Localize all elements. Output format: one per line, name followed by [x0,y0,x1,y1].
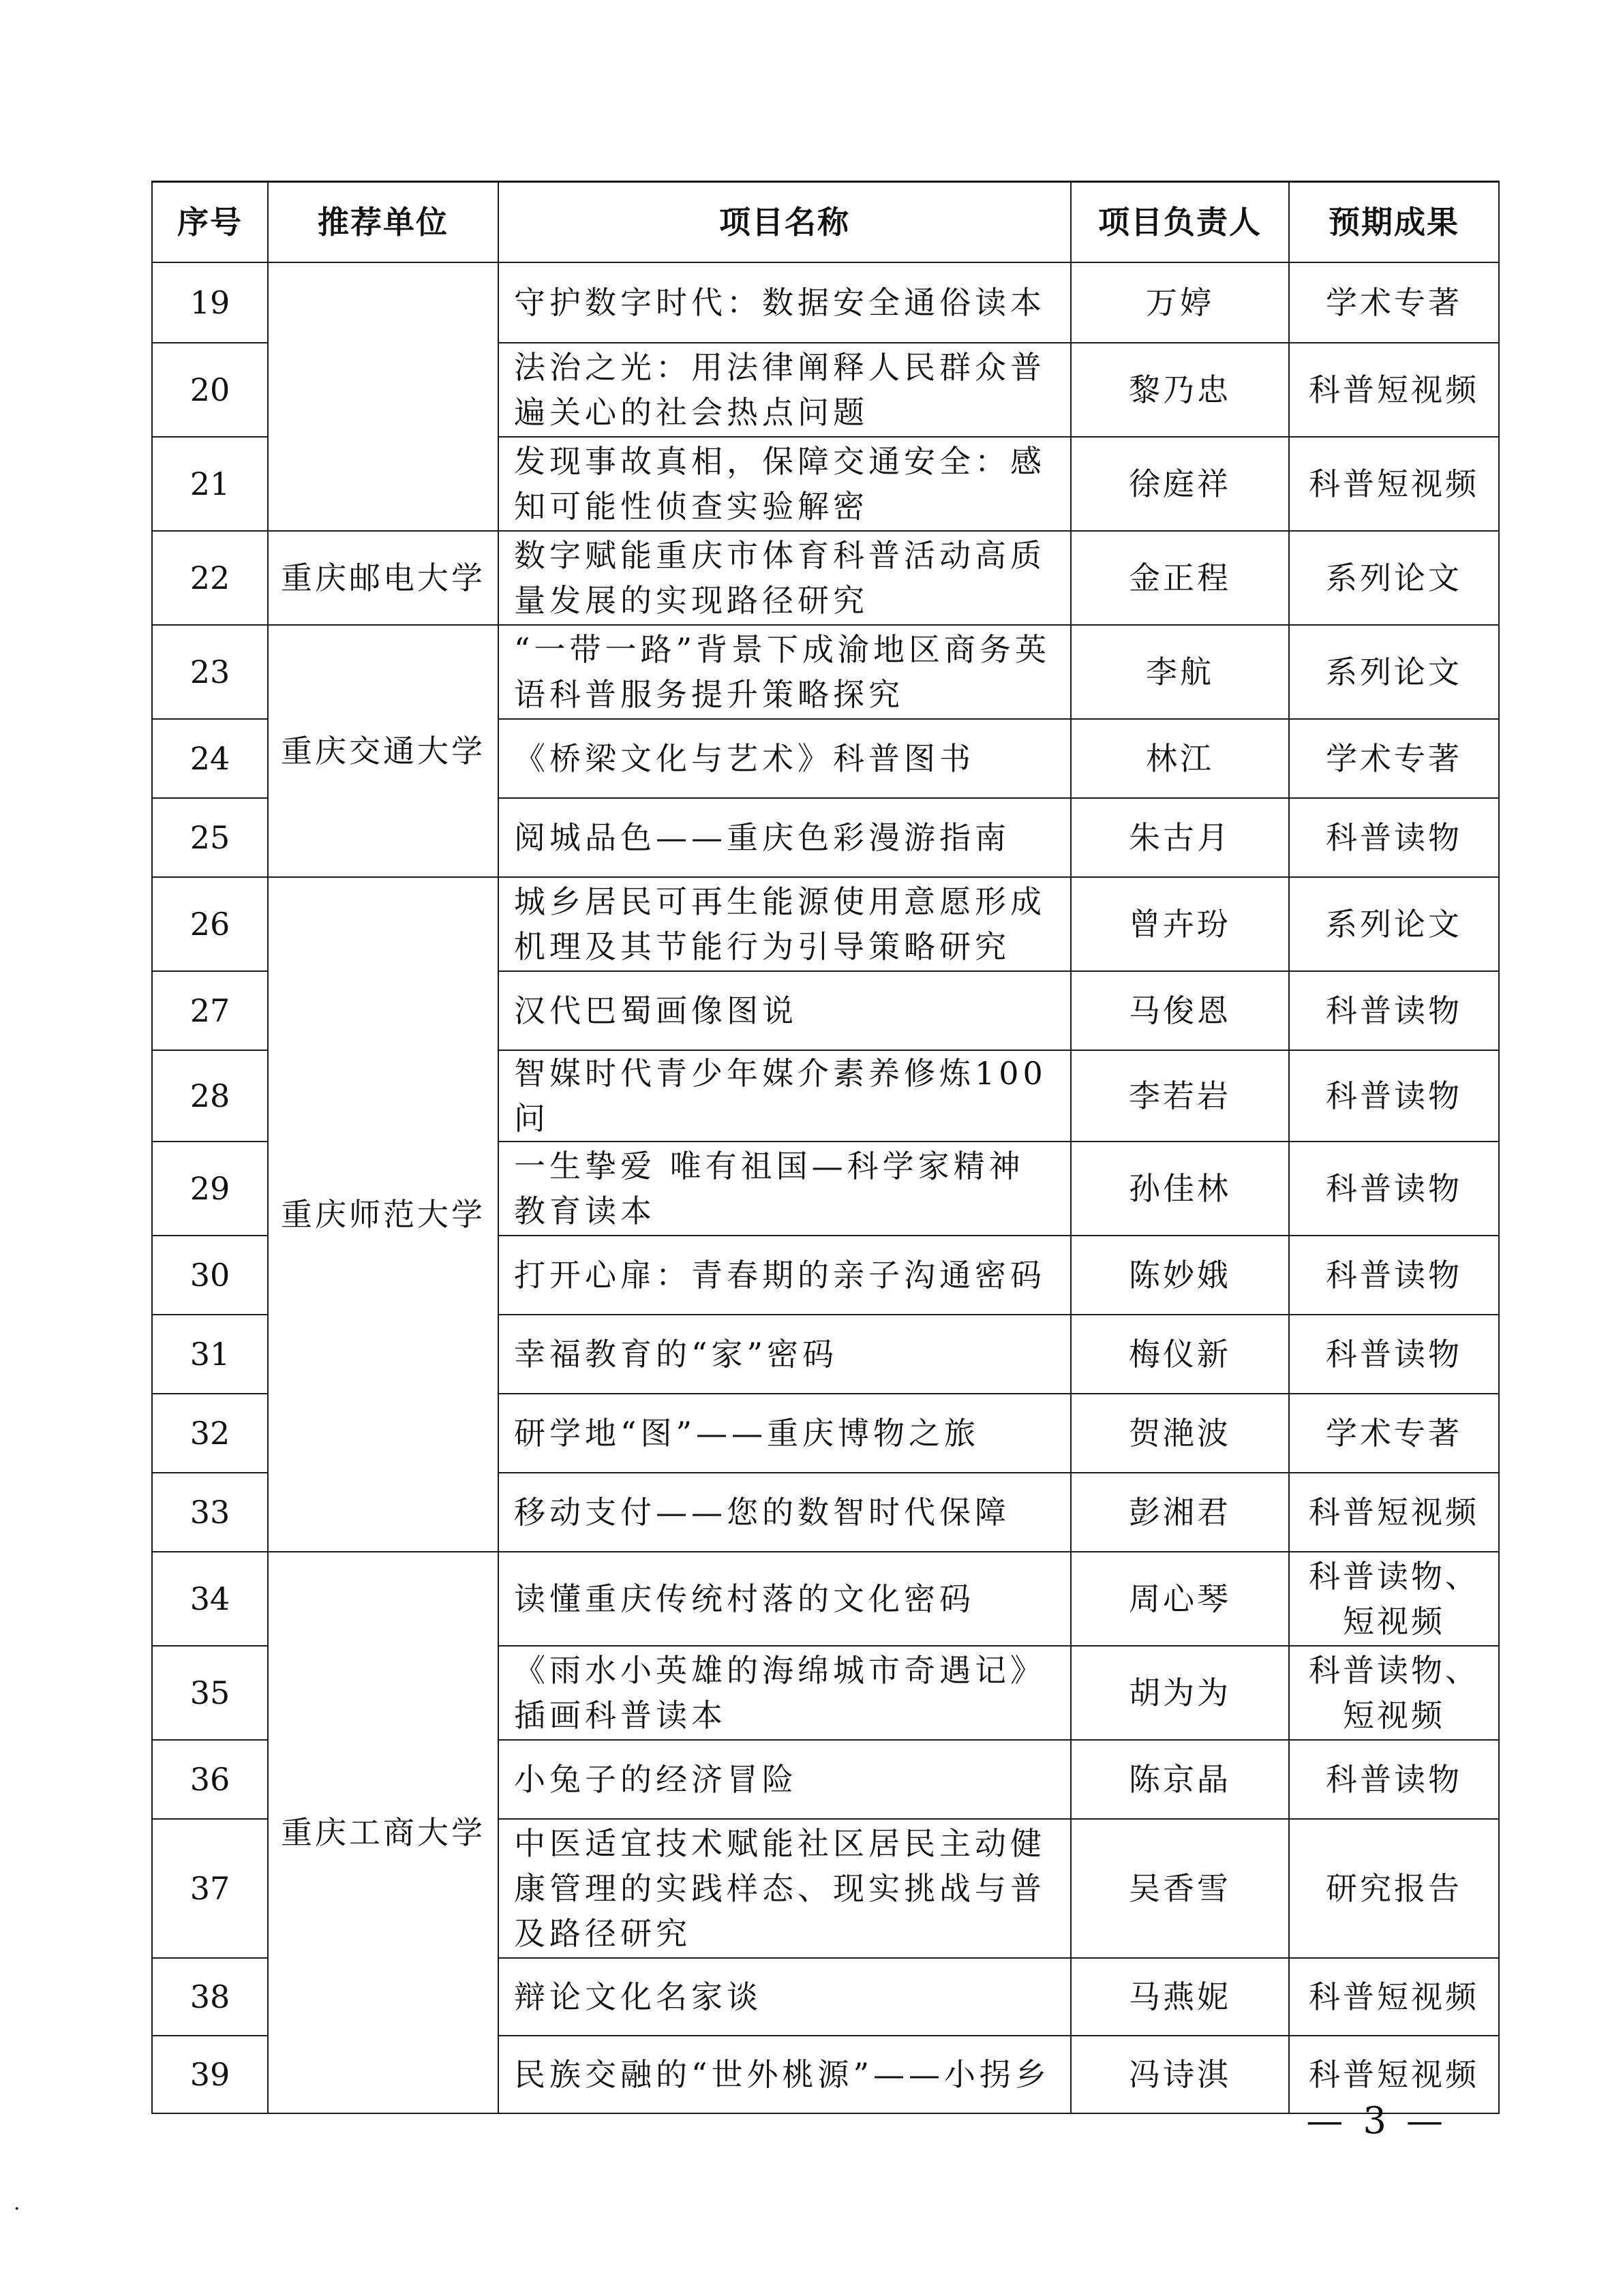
header-outcome: 预期成果 [1289,182,1499,263]
row-project-name: 民族交融的“世外桃源”——小拐乡 [498,2036,1071,2113]
row-seq: 29 [152,1142,268,1236]
row-leader: 胡为为 [1071,1646,1289,1740]
row-leader: 李若岩 [1071,1050,1289,1142]
row-seq: 20 [152,343,268,437]
row-seq: 36 [152,1740,268,1819]
row-leader: 冯诗淇 [1071,2036,1289,2113]
row-outcome: 学术专著 [1289,262,1499,343]
row-project-name: 辩论文化名家谈 [498,1958,1071,2036]
row-seq: 38 [152,1958,268,2036]
row-seq: 35 [152,1646,268,1740]
header-name: 项目名称 [498,182,1071,263]
row-leader: 孙佳林 [1071,1142,1289,1236]
row-project-name: 读懂重庆传统村落的文化密码 [498,1552,1071,1646]
row-leader: 李航 [1071,625,1289,719]
row-leader: 徐庭祥 [1071,437,1289,531]
row-project-name: 城乡居民可再生能源使用意愿形成机理及其节能行为引导策略研究 [498,877,1071,971]
row-leader: 黎乃忠 [1071,343,1289,437]
row-leader: 梅仪新 [1071,1315,1289,1394]
row-project-name: 阅城品色——重庆色彩漫游指南 [498,798,1071,877]
row-project-name: 幸福教育的“家”密码 [498,1315,1071,1394]
row-seq: 39 [152,2036,268,2113]
table-header [152,182,1499,263]
row-leader: 彭湘君 [1071,1473,1289,1552]
row-outcome: 科普读物 [1289,1142,1499,1236]
row-seq: 30 [152,1236,268,1315]
header-leader: 项目负责人 [1071,182,1289,263]
row-outcome: 系列论文 [1289,531,1499,625]
row-leader: 吴香雪 [1071,1819,1289,1958]
row-seq: 26 [152,877,268,971]
row-seq: 31 [152,1315,268,1394]
table-row [152,262,1499,343]
row-outcome: 科普读物 [1289,1740,1499,1819]
row-leader: 贺滟波 [1071,1394,1289,1473]
page-mark: . [14,2191,20,2215]
row-outcome: 研究报告 [1289,1819,1499,1958]
row-outcome: 科普读物、短视频 [1289,1646,1499,1740]
row-seq: 19 [152,262,268,343]
header-row [152,182,1499,263]
row-outcome: 科普读物 [1289,1236,1499,1315]
row-outcome: 科普短视频 [1289,437,1499,531]
row-leader: 马俊恩 [1071,971,1289,1050]
row-outcome: 科普短视频 [1289,2036,1499,2113]
row-project-name: 一生挚爱 唯有祖国—科学家精神教育读本 [498,1142,1071,1236]
row-outcome: 科普读物 [1289,1315,1499,1394]
row-seq: 37 [152,1819,268,1958]
row-seq: 27 [152,971,268,1050]
row-leader: 陈妙娥 [1071,1236,1289,1315]
row-project-name: 中医适宜技术赋能社区居民主动健康管理的实践样态、现实挑战与普及路径研究 [498,1819,1071,1958]
row-project-name: 研学地“图”——重庆博物之旅 [498,1394,1071,1473]
row-outcome: 科普读物 [1289,1050,1499,1142]
row-seq: 21 [152,437,268,531]
row-outcome: 科普短视频 [1289,1473,1499,1552]
row-seq: 28 [152,1050,268,1142]
row-outcome: 学术专著 [1289,1394,1499,1473]
unit-cell: 重庆交通大学 [268,625,498,877]
row-seq: 33 [152,1473,268,1552]
row-outcome: 学术专著 [1289,719,1499,798]
row-project-name: 移动支付——您的数智时代保障 [498,1473,1071,1552]
table-row [152,625,1499,719]
row-leader: 陈京晶 [1071,1740,1289,1819]
row-seq: 24 [152,719,268,798]
row-seq: 32 [152,1394,268,1473]
row-seq: 34 [152,1552,268,1646]
row-project-name: 数字赋能重庆市体育科普活动高质量发展的实现路径研究 [498,531,1071,625]
table-body [152,262,1499,2113]
row-project-name: 法治之光：用法律阐释人民群众普遍关心的社会热点问题 [498,343,1071,437]
row-outcome: 科普短视频 [1289,343,1499,437]
row-leader: 金正程 [1071,531,1289,625]
table-row [152,1552,1499,1646]
row-project-name: “一带一路”背景下成渝地区商务英语科普服务提升策略探究 [498,625,1071,719]
row-seq: 25 [152,798,268,877]
row-outcome: 科普读物 [1289,971,1499,1050]
row-project-name: 汉代巴蜀画像图说 [498,971,1071,1050]
unit-cell: 重庆邮电大学 [268,531,498,625]
row-project-name: 《桥梁文化与艺术》科普图书 [498,719,1071,798]
row-outcome: 科普短视频 [1289,1958,1499,2036]
row-leader: 朱古月 [1071,798,1289,877]
row-project-name: 守护数字时代：数据安全通俗读本 [498,262,1071,343]
unit-cell: 重庆师范大学 [268,877,498,1552]
row-leader: 曾卉玢 [1071,877,1289,971]
row-seq: 23 [152,625,268,719]
unit-cell: 重庆工商大学 [268,1552,498,2113]
row-project-name: 小兔子的经济冒险 [498,1740,1071,1819]
row-outcome: 系列论文 [1289,877,1499,971]
row-leader: 周心琴 [1071,1552,1289,1646]
row-seq: 22 [152,531,268,625]
row-outcome: 科普读物 [1289,798,1499,877]
row-project-name: 《雨水小英雄的海绵城市奇遇记》插画科普读本 [498,1646,1071,1740]
header-unit: 推荐单位 [268,182,498,263]
page-number: — 3 — [1306,2099,1447,2142]
unit-cell [268,262,498,531]
row-outcome: 系列论文 [1289,625,1499,719]
row-outcome: 科普读物、短视频 [1289,1552,1499,1646]
project-table [151,181,1500,2114]
table-row [152,531,1499,625]
row-leader: 马燕妮 [1071,1958,1289,2036]
row-project-name: 发现事故真相，保障交通安全：感知可能性侦查实验解密 [498,437,1071,531]
row-leader: 万婷 [1071,262,1289,343]
table-row [152,877,1499,971]
row-project-name: 打开心扉：青春期的亲子沟通密码 [498,1236,1071,1315]
row-leader: 林江 [1071,719,1289,798]
header-seq: 序号 [152,182,268,263]
row-project-name: 智媒时代青少年媒介素养修炼100问 [498,1050,1071,1142]
